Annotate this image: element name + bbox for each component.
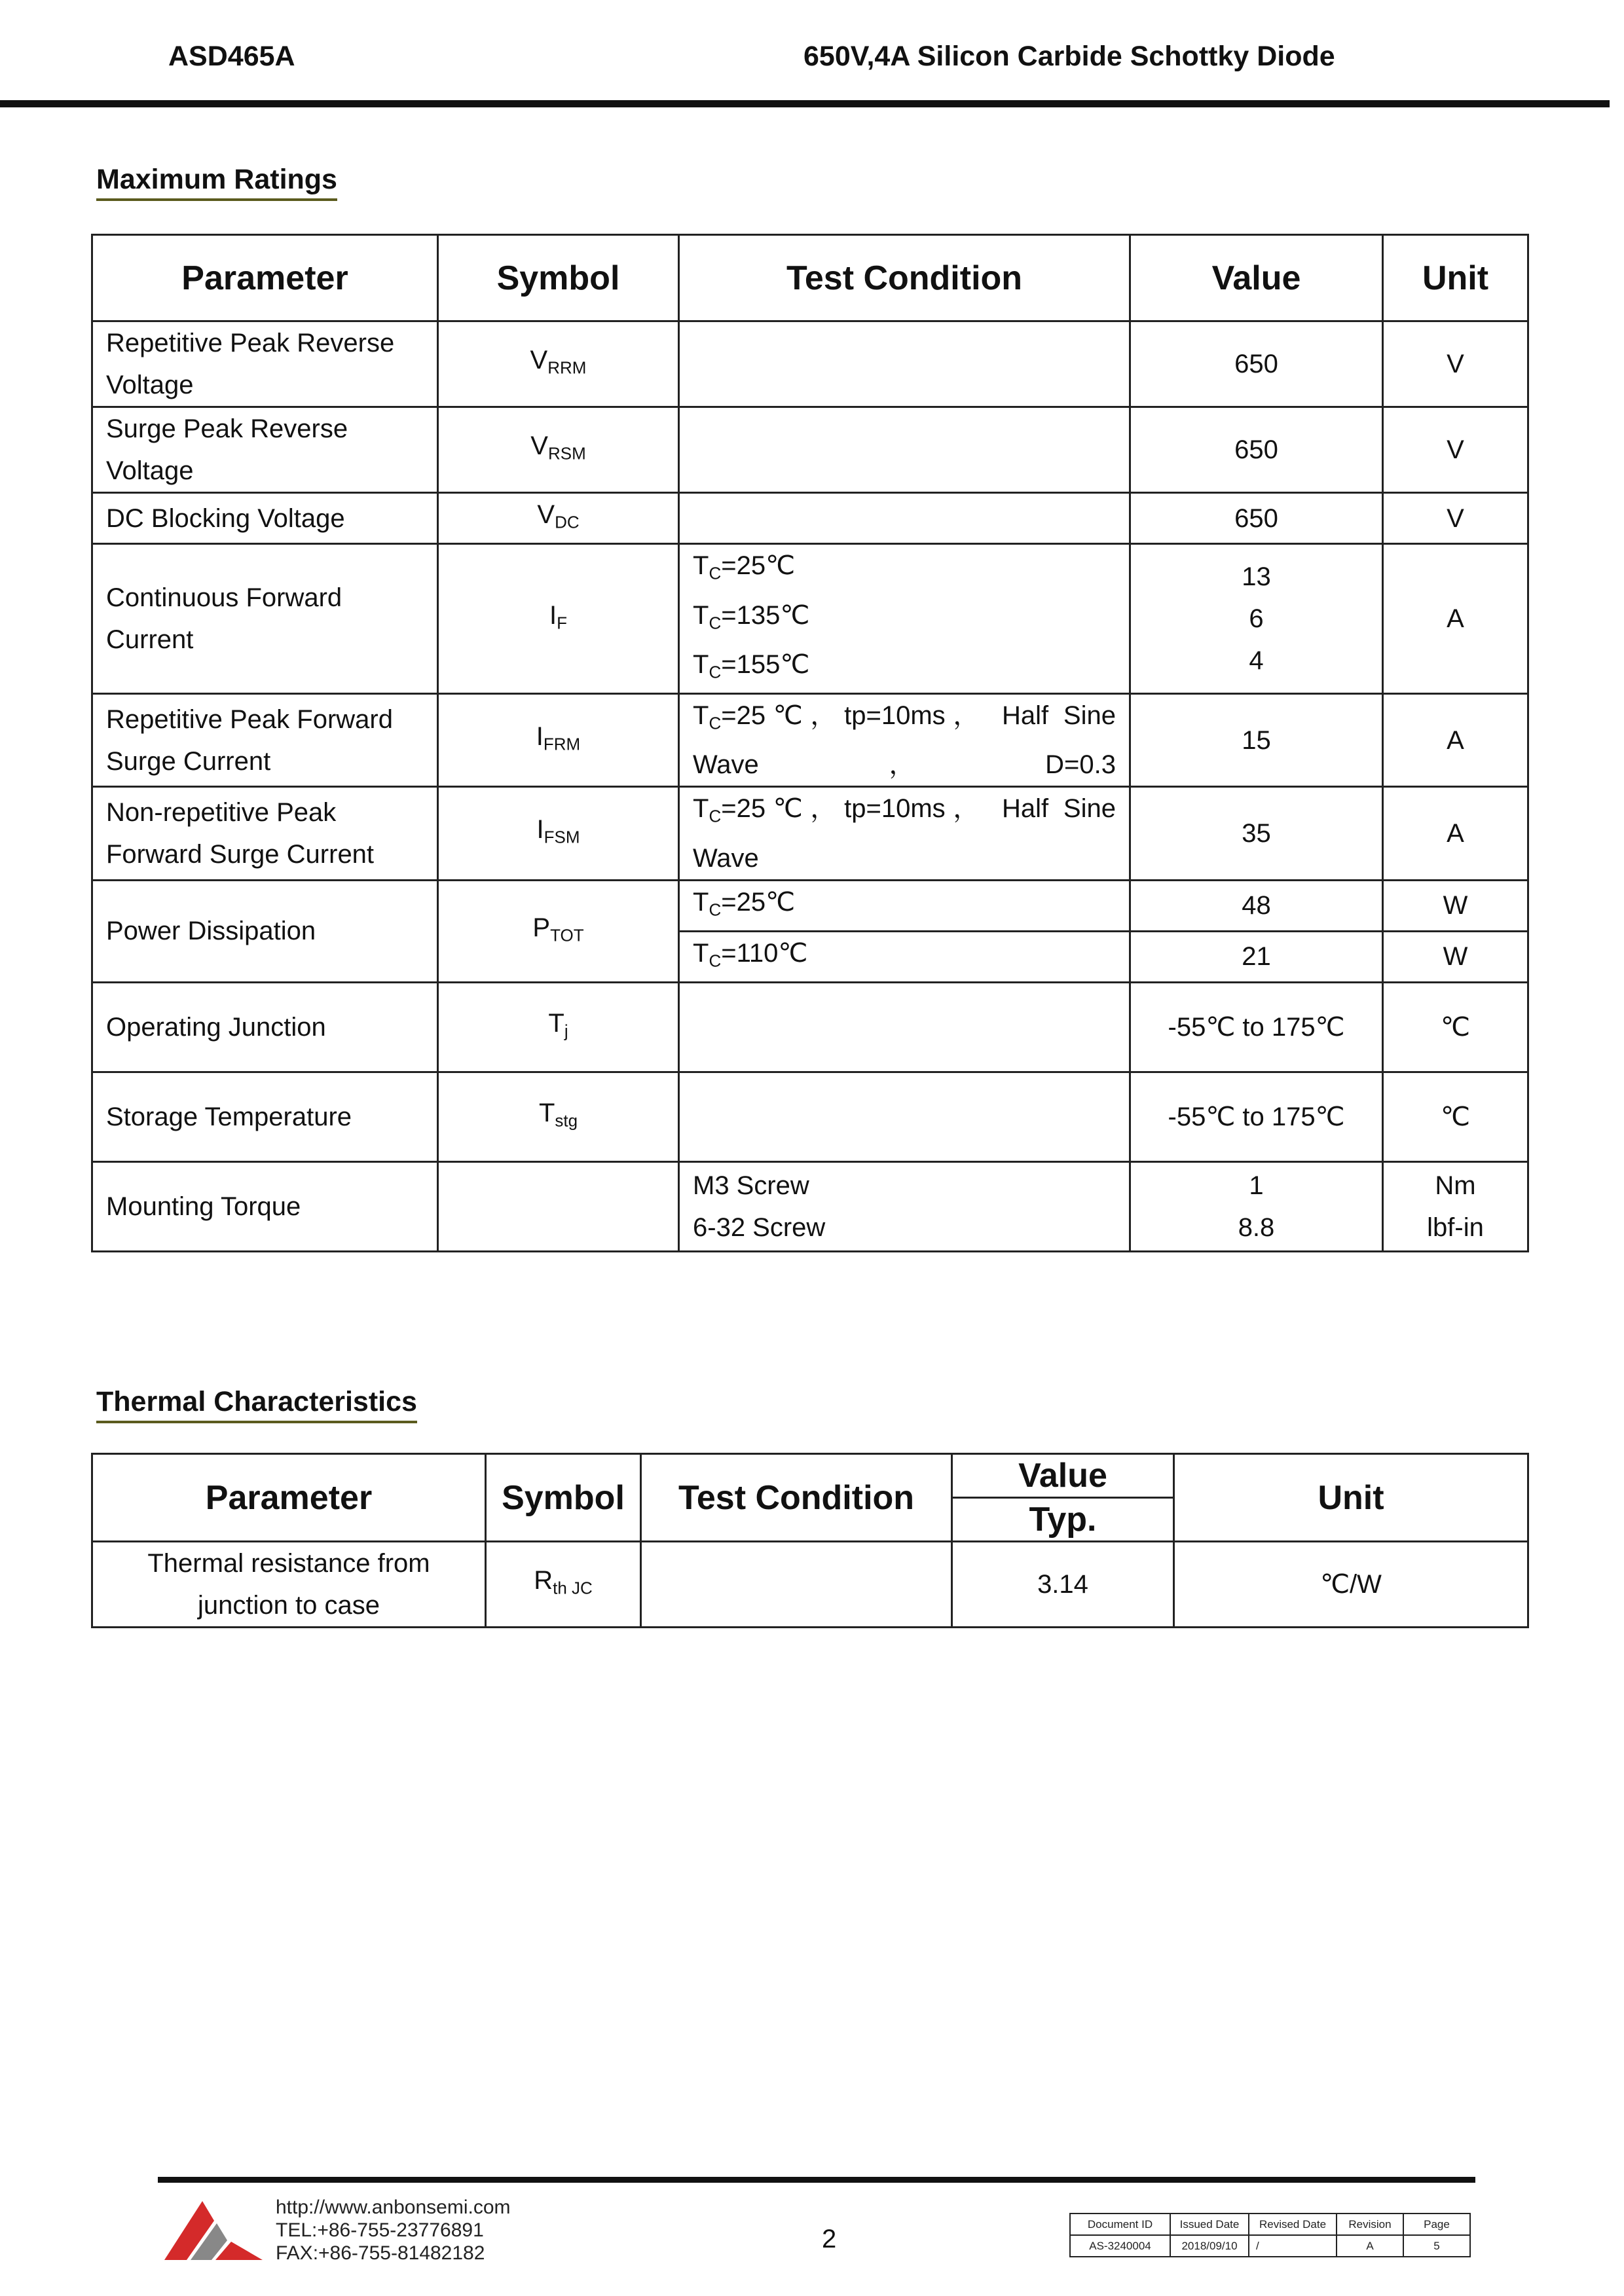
max-ratings-title: Maximum Ratings bbox=[96, 164, 337, 201]
condition-cell: $T_C=25℃$，tp=10ms， Half Sine Wave，D=0.3 bbox=[679, 694, 1130, 787]
header-symbol: Symbol bbox=[438, 235, 679, 321]
unit-cell: W bbox=[1383, 880, 1528, 931]
contact-info bbox=[276, 2196, 511, 2265]
symbol-cell: $P_{TOT}$ bbox=[438, 880, 679, 983]
part-number: ASD465A bbox=[168, 41, 295, 72]
document-info-table bbox=[1069, 2213, 1471, 2257]
symbol-cell: $I_{FRM}$ bbox=[438, 694, 679, 787]
doc-value-row bbox=[1070, 2235, 1470, 2257]
header-test-condition: Test Condition bbox=[641, 1454, 952, 1542]
parameter-cell: Storage Temperature bbox=[92, 1072, 438, 1162]
table-row bbox=[92, 493, 1528, 544]
condition-cell bbox=[679, 493, 1130, 544]
value-cell: 21 bbox=[1130, 931, 1383, 982]
condition-cell: $T_C=110℃$ bbox=[679, 931, 1130, 982]
value-line: 4 bbox=[1249, 646, 1264, 676]
condition-line: M3 Screw bbox=[693, 1171, 809, 1201]
parameter-cell: Repetitive Peak Reverse Voltage bbox=[92, 321, 438, 407]
parameter-cell: Surge Peak Reverse Voltage bbox=[92, 407, 438, 493]
symbol-cell: $T_j$ bbox=[438, 983, 679, 1072]
doc-header-page: Page bbox=[1403, 2214, 1470, 2235]
value-cell: 48 bbox=[1130, 880, 1383, 931]
parameter-cell: DC Blocking Voltage bbox=[92, 493, 438, 544]
condition-cell: $T_C=25℃$ bbox=[679, 880, 1130, 931]
condition-line: $T_C=25℃$ bbox=[693, 551, 795, 583]
value-cell: -55℃ to 175℃ bbox=[1130, 983, 1383, 1072]
unit-cell: ℃ bbox=[1383, 1072, 1528, 1162]
company-logo-icon bbox=[164, 2201, 263, 2260]
unit-line: Nm bbox=[1435, 1171, 1476, 1201]
condition-cell: $T_C=25℃$，tp=10ms， Half Sine Wave bbox=[679, 787, 1130, 880]
doc-header-revision: Revision bbox=[1337, 2214, 1403, 2235]
doc-header-document-id: Document ID bbox=[1070, 2214, 1170, 2235]
document-title: 650V,4A Silicon Carbide Schottky Diode bbox=[803, 41, 1335, 72]
unit-cell: V bbox=[1383, 493, 1528, 544]
condition-cell bbox=[679, 983, 1130, 1072]
value-cell: 650 bbox=[1130, 321, 1383, 407]
doc-header-row bbox=[1070, 2214, 1470, 2235]
value-cell: -55℃ to 175℃ bbox=[1130, 1072, 1383, 1162]
value-cell: 35 bbox=[1130, 787, 1383, 880]
doc-issued-date: 2018/09/10 bbox=[1170, 2235, 1249, 2257]
table-row bbox=[92, 1542, 1528, 1628]
unit-cell: V bbox=[1383, 407, 1528, 493]
table-row bbox=[92, 1162, 1528, 1252]
unit-line: lbf-in bbox=[1427, 1213, 1484, 1243]
symbol-cell: $T_{stg}$ bbox=[438, 1072, 679, 1162]
table-row bbox=[92, 1072, 1528, 1162]
header-unit: Unit bbox=[1383, 235, 1528, 321]
value-cell bbox=[1130, 544, 1383, 694]
footer-rule bbox=[158, 2177, 1475, 2183]
value-cell bbox=[1130, 1162, 1383, 1252]
unit-cell: A bbox=[1383, 694, 1528, 787]
symbol-cell bbox=[438, 1162, 679, 1252]
value-cell: 650 bbox=[1130, 493, 1383, 544]
value-line: 8.8 bbox=[1238, 1213, 1275, 1243]
doc-revision: A bbox=[1337, 2235, 1403, 2257]
value-line: 13 bbox=[1242, 562, 1271, 592]
header-value: Value bbox=[952, 1454, 1174, 1498]
condition-cell bbox=[679, 321, 1130, 407]
condition-line: 6-32 Screw bbox=[693, 1213, 826, 1243]
doc-document-id: AS-3240004 bbox=[1070, 2235, 1170, 2257]
header-value: Value bbox=[1130, 235, 1383, 321]
parameter-cell: Thermal resistance from junction to case bbox=[92, 1542, 486, 1628]
unit-cell: ℃/W bbox=[1174, 1542, 1528, 1628]
table-row bbox=[92, 880, 1528, 931]
header-typ: Typ. bbox=[952, 1498, 1174, 1542]
parameter-cell: Non-repetitive Peak Forward Surge Current bbox=[92, 787, 438, 880]
header-parameter: Parameter bbox=[92, 235, 438, 321]
value-cell: 650 bbox=[1130, 407, 1383, 493]
thermal-title: Thermal Characteristics bbox=[96, 1386, 417, 1423]
fax: FAX:+86-755-81482182 bbox=[276, 2242, 485, 2264]
unit-cell: ℃ bbox=[1383, 983, 1528, 1072]
parameter-cell: Continuous Forward Current bbox=[92, 544, 438, 694]
table-header-row bbox=[92, 1454, 1528, 1498]
value-cell: 3.14 bbox=[952, 1542, 1174, 1628]
header-test-condition: Test Condition bbox=[679, 235, 1130, 321]
condition-cell bbox=[679, 1072, 1130, 1162]
condition-cell bbox=[679, 1162, 1130, 1252]
parameter-cell: Repetitive Peak Forward Surge Current bbox=[92, 694, 438, 787]
max-ratings-table bbox=[91, 234, 1529, 1252]
condition-line: $T_C=135℃$ bbox=[693, 600, 810, 632]
thermal-table bbox=[91, 1453, 1529, 1628]
parameter-cell: Operating Junction bbox=[92, 983, 438, 1072]
doc-revised-date: / bbox=[1249, 2235, 1337, 2257]
symbol-cell: $I_F$ bbox=[438, 544, 679, 694]
table-row bbox=[92, 694, 1528, 787]
symbol-cell: $V_{RSM}$ bbox=[438, 407, 679, 493]
parameter-cell: Power Dissipation bbox=[92, 880, 438, 983]
condition-line: $T_C=155℃$ bbox=[693, 649, 810, 682]
table-row bbox=[92, 407, 1528, 493]
table-row bbox=[92, 787, 1528, 880]
condition-cell bbox=[679, 544, 1130, 694]
table-row bbox=[92, 321, 1528, 407]
symbol-cell: $V_{RRM}$ bbox=[438, 321, 679, 407]
table-header-row bbox=[92, 235, 1528, 321]
value-cell: 15 bbox=[1130, 694, 1383, 787]
parameter-cell: Mounting Torque bbox=[92, 1162, 438, 1252]
doc-header-revised-date: Revised Date bbox=[1249, 2214, 1337, 2235]
unit-cell: A bbox=[1383, 544, 1528, 694]
telephone: TEL:+86-755-23776891 bbox=[276, 2219, 484, 2241]
table-row bbox=[92, 983, 1528, 1072]
header-symbol: Symbol bbox=[486, 1454, 641, 1542]
symbol-cell: $V_{DC}$ bbox=[438, 493, 679, 544]
value-line: 6 bbox=[1249, 604, 1264, 634]
symbol-cell: $R_{th JC}$ bbox=[486, 1542, 641, 1628]
page-number: 2 bbox=[822, 2225, 837, 2253]
header-rule bbox=[0, 100, 1610, 107]
doc-header-issued-date: Issued Date bbox=[1170, 2214, 1249, 2235]
unit-cell: W bbox=[1383, 931, 1528, 982]
unit-cell: V bbox=[1383, 321, 1528, 407]
unit-cell bbox=[1383, 1162, 1528, 1252]
condition-cell bbox=[679, 407, 1130, 493]
website-link[interactable]: http://www.anbonsemi.com bbox=[276, 2196, 511, 2218]
doc-page: 5 bbox=[1403, 2235, 1470, 2257]
table-row bbox=[92, 544, 1528, 694]
symbol-cell: $I_{FSM}$ bbox=[438, 787, 679, 880]
condition-cell bbox=[641, 1542, 952, 1628]
header-unit: Unit bbox=[1174, 1454, 1528, 1542]
header-parameter: Parameter bbox=[92, 1454, 486, 1542]
unit-cell: A bbox=[1383, 787, 1528, 880]
value-line: 1 bbox=[1249, 1171, 1264, 1201]
